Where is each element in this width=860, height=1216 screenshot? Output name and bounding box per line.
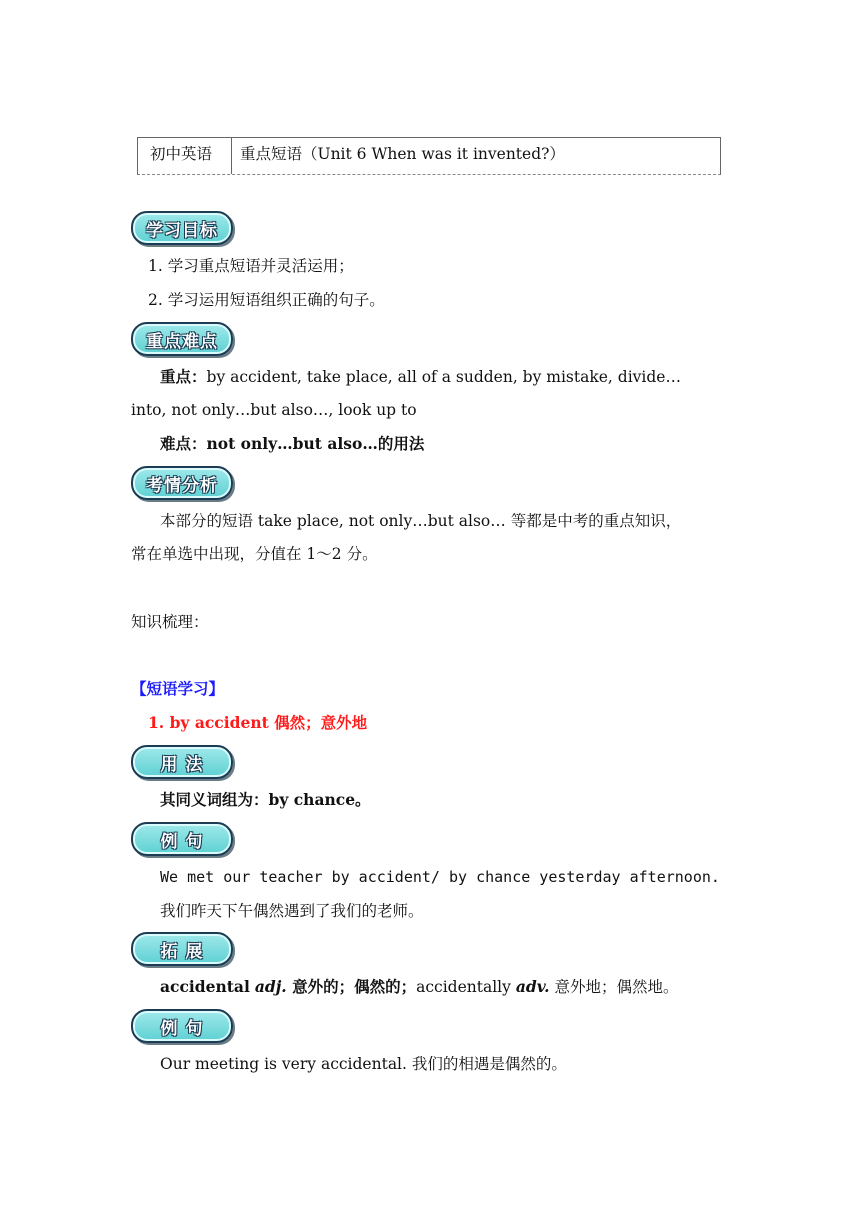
- knowledge-title: 知识梳理：: [131, 613, 209, 631]
- extension-text: [160, 977, 679, 997]
- exam-analysis-line2: 常在单选中出现，分值在 1～2 分。: [131, 545, 378, 563]
- ext-word2: accidentally: [416, 978, 511, 996]
- goal-item-1: 1. 学习重点短语并灵活运用；: [148, 257, 354, 275]
- key-points-line1: [160, 367, 681, 387]
- topic-text: 重点短语（Unit 6 When was it invented?）: [240, 145, 565, 163]
- example1-badge: 例 句: [131, 822, 233, 856]
- key-text: by accident, take place, all of a sudden, by mistake, divide…: [206, 368, 681, 386]
- extension-badge: 拓 展: [131, 932, 233, 966]
- example1-english: We met our teacher by accident/ by chance yesterday afternoon.: [160, 868, 720, 886]
- ext-meaning2: 意外地；偶然地。: [549, 978, 679, 996]
- exam-analysis-line1: 本部分的短语 take place, not only…but also… 等都是中考的重点知识，: [160, 512, 682, 530]
- usage-badge: 用 法: [131, 745, 233, 779]
- header-table: [137, 137, 721, 175]
- ext-pos2: adv.: [515, 977, 550, 996]
- phrase1-heading: 1. by accident 偶然；意外地: [148, 713, 368, 732]
- ext-word1: accidental: [160, 977, 250, 996]
- ext-pos1: adj.: [254, 977, 287, 996]
- exam-analysis-badge: 考情分析: [131, 466, 233, 500]
- goals-badge: 学习目标: [131, 211, 233, 245]
- example2-text: Our meeting is very accidental. 我们的相遇是偶然的。: [160, 1055, 567, 1073]
- example2-badge: 例 句: [131, 1009, 233, 1043]
- example1-chinese: 我们昨天下午偶然遇到了我们的老师。: [160, 902, 424, 920]
- ext-meaning1: 意外的；偶然的；: [286, 977, 417, 996]
- difficult-point: 难点：not only…but also…的用法: [160, 434, 425, 453]
- goal-item-2: 2. 学习运用短语组织正确的句子。: [148, 291, 385, 309]
- key-label: 重点：: [160, 367, 207, 386]
- key-points-badge: 重点难点: [131, 322, 233, 356]
- subject-cell: 初中英语: [138, 138, 232, 174]
- usage-text: 其同义词组为：by chance。: [160, 790, 371, 809]
- phrase-section-title: 【短语学习】: [131, 679, 225, 698]
- key-points-line2: into, not only…but also…, look up to: [131, 401, 417, 419]
- topic-cell: [232, 138, 720, 174]
